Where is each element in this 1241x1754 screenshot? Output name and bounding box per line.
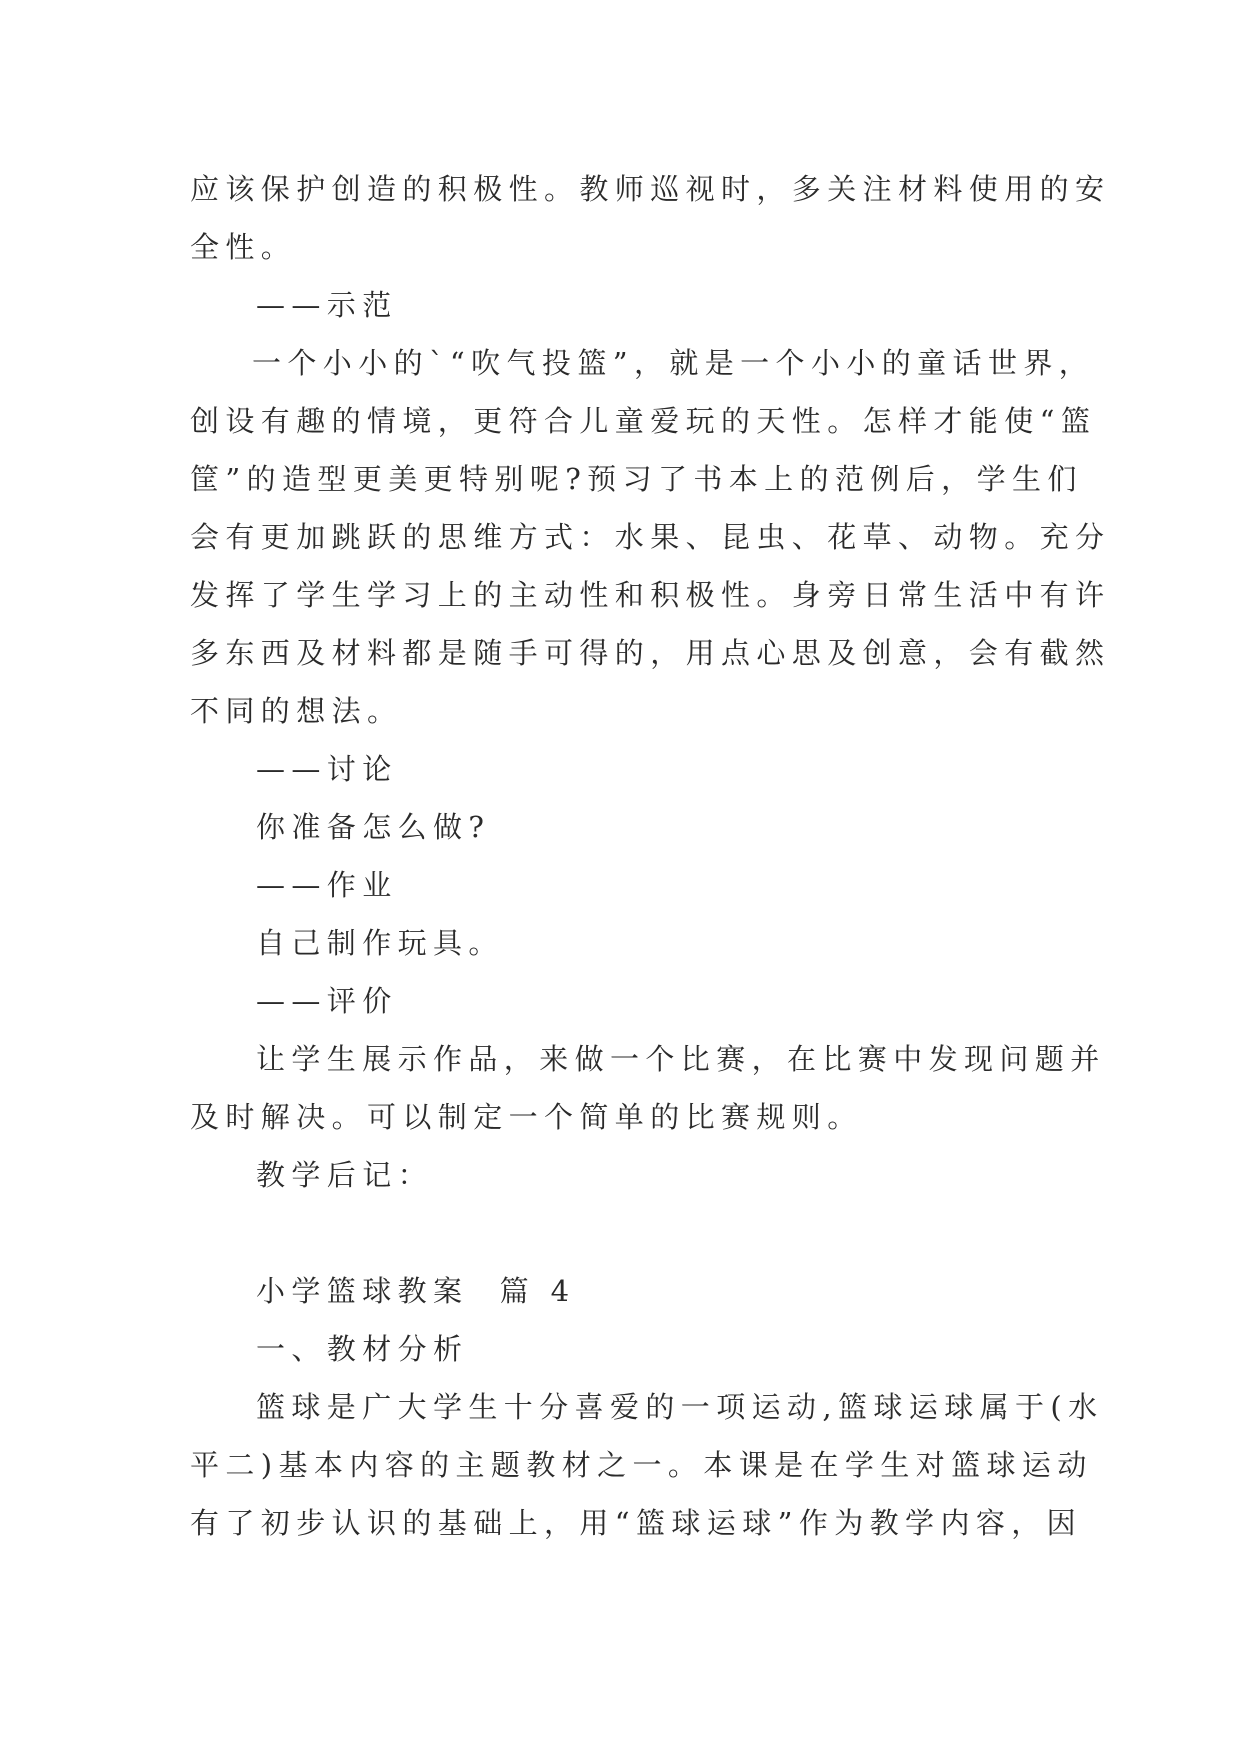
- paragraph-line: 你准备怎么做?: [256, 810, 491, 844]
- paragraph-line: 创设有趣的情境，更符合儿童爱玩的天性。怎样才能使“篮: [190, 404, 1097, 438]
- blank-spacer: [190, 1204, 1050, 1262]
- paragraph-line: 会有更加跳跃的思维方式：水果、昆虫、花草、动物。充分: [190, 520, 1111, 554]
- document-page: [190, 160, 1111, 1552]
- paragraph-line: 有了初步认识的基础上，用“篮球运球”作为教学内容，因: [190, 1506, 1083, 1540]
- section-heading-material-analysis: 一、教材分析: [256, 1332, 469, 1366]
- paragraph-line: 筐”的造型更美更特别呢?预习了书本上的范例后，学生们: [190, 462, 1083, 496]
- paragraph-line: 发挥了学生学习上的主动性和积极性。身旁日常生活中有许: [190, 578, 1111, 612]
- paragraph-line: 不同的想法。: [190, 694, 403, 728]
- paragraph-line: 篮球是广大学生十分喜爱的一项运动,篮球运球属于(水: [256, 1390, 1104, 1424]
- section-heading-evaluation: ——评价: [256, 984, 398, 1018]
- section-heading-demonstration: ——示范: [256, 288, 398, 322]
- paragraph-line: 让学生展示作品，来做一个比赛，在比赛中发现问题并: [256, 1042, 1106, 1076]
- teaching-notes-label: 教学后记：: [256, 1158, 434, 1192]
- section-heading-homework: ——作业: [256, 868, 398, 902]
- section-heading-discussion: ——讨论: [256, 752, 398, 786]
- paragraph-line: 一个小小的`“吹气投篮”，就是一个小小的童话世界，: [252, 346, 1095, 380]
- paragraph-line: 全性。: [190, 230, 297, 264]
- paragraph-line: 应该保护创造的积极性。教师巡视时，多关注材料使用的安: [190, 172, 1111, 206]
- lesson-plan-title: 小学篮球教案 篇 4: [256, 1274, 576, 1308]
- paragraph-line: 及时解决。可以制定一个简单的比赛规则。: [190, 1100, 863, 1134]
- paragraph-line: 多东西及材料都是随手可得的，用点心思及创意，会有截然: [190, 636, 1111, 670]
- paragraph-line: 平二)基本内容的主题教材之一。本课是在学生对篮球运动: [190, 1448, 1093, 1482]
- paragraph-line: 自己制作玩具。: [256, 926, 504, 960]
